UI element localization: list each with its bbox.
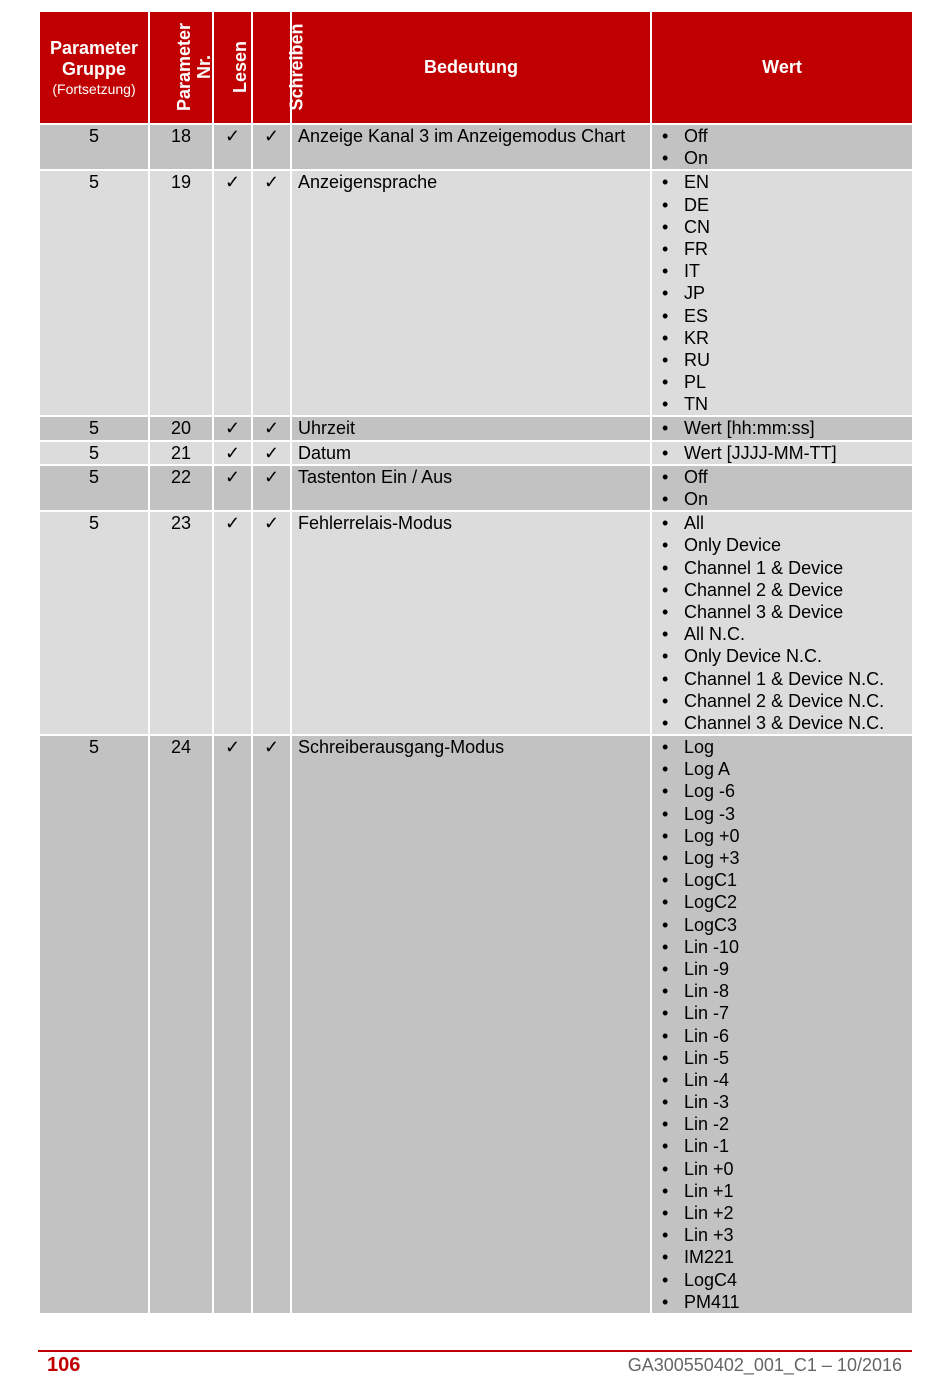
meaning-cell: Anzeigensprache	[291, 170, 651, 416]
parameter-group-cell: 5	[39, 441, 149, 465]
header-nr-line1: Parameter	[174, 22, 195, 112]
parameter-nr-cell: 24	[149, 735, 213, 1314]
table-body	[39, 124, 913, 1314]
meaning-cell: Datum	[291, 441, 651, 465]
value-list-item: • All	[658, 512, 906, 534]
value-list	[658, 171, 906, 415]
write-check-cell: ✓	[252, 735, 291, 1314]
document-id: GA300550402_001_C1 – 10/2016	[627, 1355, 902, 1375]
parameter-group-cell: 5	[39, 124, 149, 170]
table-row	[39, 170, 913, 416]
header-group-line2: Gruppe	[61, 58, 126, 79]
read-check-cell: ✓	[213, 465, 252, 511]
value-list-item: • Lin -8	[658, 980, 906, 1002]
header-nr-line2: Nr.	[194, 55, 215, 80]
write-check-cell: ✓	[252, 124, 291, 170]
value-list-item: • Channel 1 & Device	[658, 557, 906, 579]
write-check-cell: ✓	[252, 441, 291, 465]
write-check-cell: ✓	[252, 170, 291, 416]
parameter-nr-cell: 20	[149, 416, 213, 440]
parameter-nr-cell: 19	[149, 170, 213, 416]
table-row	[39, 465, 913, 511]
meaning-cell: Fehlerrelais-Modus	[291, 511, 651, 735]
header-write-label: Schreiben	[286, 23, 307, 111]
value-list	[658, 125, 906, 169]
value-list-item: • RU	[658, 349, 906, 371]
value-list-item: • Lin -5	[658, 1047, 906, 1069]
value-list-item: • ES	[658, 305, 906, 327]
value-list-item: • Log +0	[658, 825, 906, 847]
value-list-item: • Wert [JJJJ-MM-TT]	[658, 442, 906, 464]
parameter-nr-cell: 23	[149, 511, 213, 735]
value-list-item: • Channel 3 & Device	[658, 601, 906, 623]
value-list-item: • LogC4	[658, 1269, 906, 1291]
read-check-cell: ✓	[213, 511, 252, 735]
value-list	[658, 736, 906, 1313]
header-meaning: Bedeutung	[291, 11, 651, 124]
value-list-item: • TN	[658, 393, 906, 415]
parameter-nr-cell: 21	[149, 441, 213, 465]
value-list-item: • LogC3	[658, 914, 906, 936]
value-list-item: • IT	[658, 260, 906, 282]
value-list-item: • Log A	[658, 758, 906, 780]
value-list-item: • Lin -6	[658, 1025, 906, 1047]
value-list-item: • Lin -3	[658, 1091, 906, 1113]
header-group-line1: Parameter	[49, 37, 139, 58]
value-list-item: • Log	[658, 736, 906, 758]
value-list-item: • LogC1	[658, 869, 906, 891]
value-list-item: • Only Device	[658, 534, 906, 556]
value-list-item: • FR	[658, 238, 906, 260]
header-value: Wert	[651, 11, 913, 124]
parameter-nr-cell: 22	[149, 465, 213, 511]
value-list-item: • Off	[658, 466, 906, 488]
value-list-item: • Lin +0	[658, 1158, 906, 1180]
value-list-item: • IM221	[658, 1246, 906, 1268]
parameter-group-cell: 5	[39, 170, 149, 416]
value-list-item: • Lin +1	[658, 1180, 906, 1202]
value-list-item: • Channel 1 & Device N.C.	[658, 668, 906, 690]
value-list-item: • EN	[658, 171, 906, 193]
value-cell	[651, 465, 913, 511]
value-list	[658, 417, 906, 439]
value-list-item: • Lin -2	[658, 1113, 906, 1135]
value-list-item: • Channel 2 & Device	[658, 579, 906, 601]
parameter-group-cell: 5	[39, 416, 149, 440]
value-list-item: • Lin -9	[658, 958, 906, 980]
value-list-item: • Channel 2 & Device N.C.	[658, 690, 906, 712]
value-cell	[651, 441, 913, 465]
value-cell	[651, 124, 913, 170]
parameter-table	[38, 10, 914, 1315]
value-list-item: • LogC2	[658, 891, 906, 913]
header-parameter-nr	[149, 11, 213, 124]
page-number: 106	[47, 1354, 81, 1376]
parameter-group-cell: 5	[39, 511, 149, 735]
value-list-item: • PL	[658, 371, 906, 393]
value-list-item: • DE	[658, 194, 906, 216]
value-list-item: • Only Device N.C.	[658, 645, 906, 667]
value-list-item: • Lin +3	[658, 1224, 906, 1246]
footer-divider	[38, 1350, 912, 1352]
value-list-item: • Lin -7	[658, 1002, 906, 1024]
write-check-cell: ✓	[252, 511, 291, 735]
parameter-nr-cell: 18	[149, 124, 213, 170]
table-row	[39, 441, 913, 465]
table-row	[39, 416, 913, 440]
meaning-cell: Tastenton Ein / Aus	[291, 465, 651, 511]
value-list-item: • Channel 3 & Device N.C.	[658, 712, 906, 734]
header-parameter-group	[39, 11, 149, 124]
header-group-note: (Fortsetzung)	[52, 80, 136, 97]
meaning-cell: Schreiberausgang-Modus	[291, 735, 651, 1314]
value-cell	[651, 511, 913, 735]
value-list	[658, 466, 906, 510]
header-read-label: Lesen	[230, 40, 251, 94]
value-cell	[651, 416, 913, 440]
value-list-item: • Log -3	[658, 803, 906, 825]
meaning-cell: Uhrzeit	[291, 416, 651, 440]
value-list-item: • JP	[658, 282, 906, 304]
value-list-item: • Lin -1	[658, 1135, 906, 1157]
value-list	[658, 442, 906, 464]
header-write	[252, 11, 307, 124]
value-cell	[651, 735, 913, 1314]
read-check-cell: ✓	[213, 170, 252, 416]
value-list-item: • Off	[658, 125, 906, 147]
write-check-cell: ✓	[252, 465, 291, 511]
table-row	[39, 735, 913, 1314]
value-list-item: • Log -6	[658, 780, 906, 802]
value-cell	[651, 170, 913, 416]
write-check-cell: ✓	[252, 416, 291, 440]
parameter-group-cell: 5	[39, 735, 149, 1314]
parameter-group-cell: 5	[39, 465, 149, 511]
value-list-item: • Lin +2	[658, 1202, 906, 1224]
value-list	[658, 512, 906, 734]
value-list-item: • Wert [hh:mm:ss]	[658, 417, 906, 439]
meaning-cell: Anzeige Kanal 3 im Anzeigemodus Chart	[291, 124, 651, 170]
read-check-cell: ✓	[213, 735, 252, 1314]
value-list-item: • On	[658, 147, 906, 169]
value-list-item: • Lin -4	[658, 1069, 906, 1091]
table-row	[39, 511, 913, 735]
read-check-cell: ✓	[213, 441, 252, 465]
value-list-item: • Log +3	[658, 847, 906, 869]
value-list-item: • Lin -10	[658, 936, 906, 958]
value-list-item: • KR	[658, 327, 906, 349]
value-list-item: • All N.C.	[658, 623, 906, 645]
read-check-cell: ✓	[213, 124, 252, 170]
read-check-cell: ✓	[213, 416, 252, 440]
table-header-row	[39, 11, 913, 124]
value-list-item: • CN	[658, 216, 906, 238]
value-list-item: • PM411	[658, 1291, 906, 1313]
value-list-item: • On	[658, 488, 906, 510]
table-row	[39, 124, 913, 170]
header-read	[213, 11, 252, 124]
